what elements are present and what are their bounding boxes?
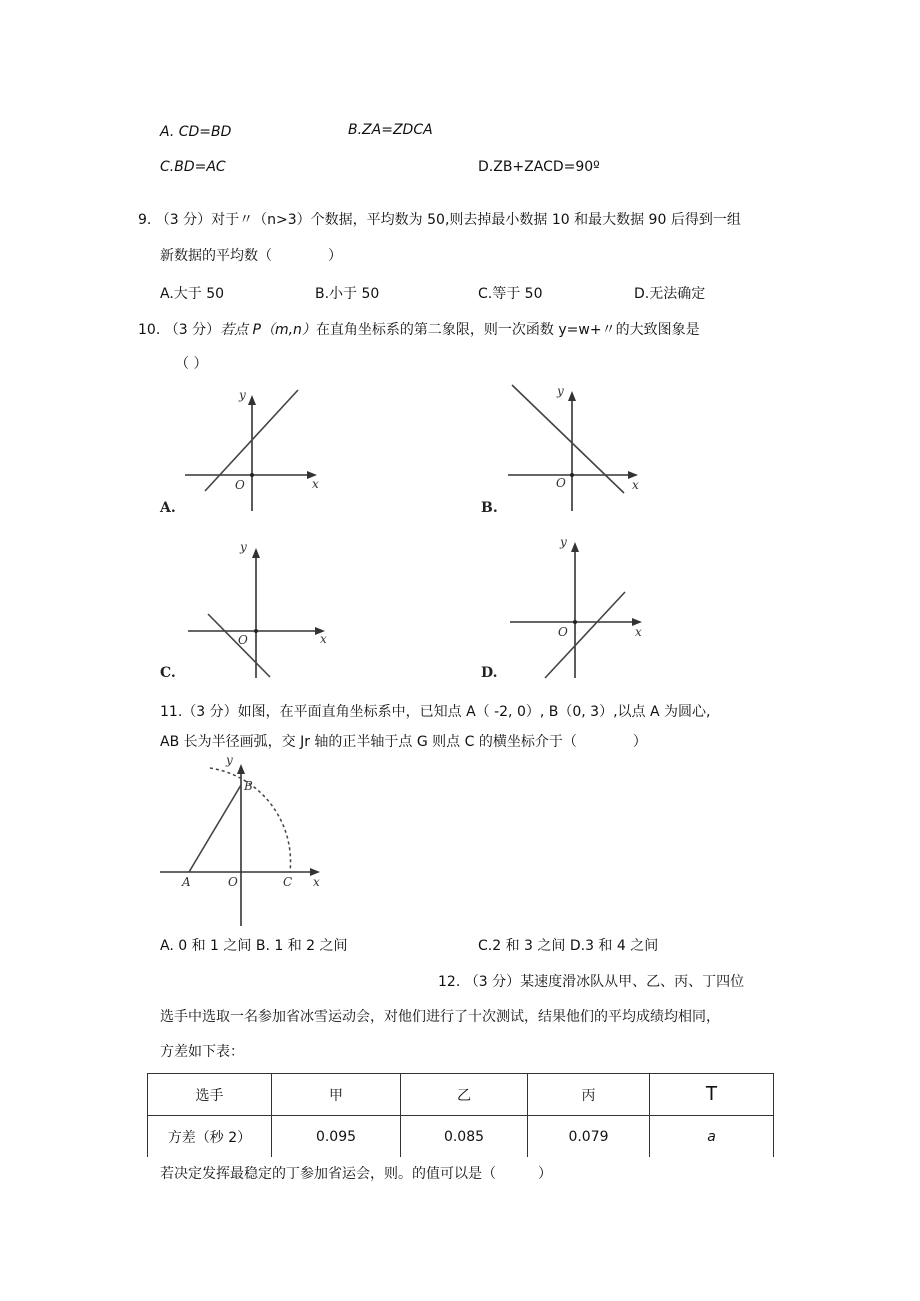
table-header-cell: 选手 <box>148 1074 272 1116</box>
table-header-cell: 乙 <box>401 1074 528 1116</box>
origin-label: O <box>556 476 566 490</box>
q8-option-d: D.ZB+ZACD=90º <box>478 159 600 175</box>
y-axis-arrow-icon <box>571 542 579 552</box>
y-label: y <box>240 540 247 554</box>
q10-number: 10. （3 分） <box>138 322 221 338</box>
q9-stem-line2: 新数据的平均数（ ） <box>160 248 342 264</box>
option-letter-c: C. <box>160 665 176 681</box>
point-a-label: A <box>182 875 191 889</box>
x-label: x <box>312 477 319 491</box>
table-header-row <box>148 1074 774 1116</box>
q8-option-a: A. CD=BD <box>160 124 232 140</box>
q12-stem-line1: 12. （3 分）某速度滑冰队从甲、乙、丙、丁四位 <box>438 974 745 990</box>
q10-graph-d <box>478 532 663 682</box>
table-cell: 方差（秒 2） <box>148 1116 272 1158</box>
point-c-label: C <box>283 875 293 889</box>
x-label: x <box>313 875 320 889</box>
y-axis-arrow-icon <box>252 548 260 558</box>
q9-option-a: A.大于 50 <box>160 286 225 302</box>
x-label: x <box>320 632 327 646</box>
variance-table <box>147 1073 774 1157</box>
q10-graph-b <box>478 383 658 515</box>
origin-label: O <box>238 633 248 647</box>
q11-options-left: A. 0 和 1 之间 B. 1 和 2 之间 <box>160 938 348 954</box>
origin-label: O <box>228 875 238 889</box>
y-label: y <box>226 753 233 767</box>
origin-label: O <box>235 478 245 492</box>
q11-stem-line1: 11.（3 分）如图，在平面直角坐标系中，已知点 A（ -2, 0）, B（0, 3）,以点 A 为圆心, <box>160 704 711 720</box>
table-cell: a <box>650 1116 774 1158</box>
option-letter-b: B. <box>481 500 498 516</box>
option-letter-d: D. <box>481 665 498 681</box>
q11-stem-line2: AB 长为半径画弧，交 Jr 轴的正半轴于点 G 则点 C 的横坐标介于（ ） <box>160 734 647 750</box>
q8-option-b: B.ZA=ZDCA <box>348 122 433 138</box>
table-cell: 0.085 <box>401 1116 528 1158</box>
function-line <box>545 592 625 678</box>
q12-stem-line3: 方差如下表： <box>160 1044 244 1060</box>
y-label: y <box>239 388 246 402</box>
segment-ab <box>189 785 241 872</box>
y-axis-arrow-icon <box>568 391 576 401</box>
q9-stem-line1: 9. （3 分）对于〃（n>3）个数据，平均数为 50,则去掉最小数据 10 和最大数据 90 后得到一组 <box>138 212 741 228</box>
option-letter-a: A. <box>160 500 176 516</box>
origin-dot <box>250 473 254 477</box>
table-header-cell: T <box>650 1074 774 1116</box>
q9-option-c: C.等于 50 <box>478 286 543 302</box>
q10-graph-c <box>158 536 338 686</box>
q11-options-right: C.2 和 3 之间 D.3 和 4 之间 <box>478 938 659 954</box>
q9-option-b: B.小于 50 <box>315 286 380 302</box>
origin-dot <box>573 620 577 624</box>
y-label: y <box>560 535 567 549</box>
origin-dot <box>254 629 258 633</box>
table-cell: 0.079 <box>528 1116 650 1158</box>
y-axis-arrow-icon <box>248 395 256 405</box>
point-b-label: B <box>244 779 253 793</box>
q12-question: 若决定发挥最稳定的丁参加省运会，则。的值可以是（ ） <box>160 1166 552 1182</box>
origin-dot <box>570 473 574 477</box>
q10-stem-line2: （ ） <box>175 356 208 372</box>
x-label: x <box>635 625 642 639</box>
q10-graph-a <box>155 385 335 515</box>
q12-stem-line2: 选手中选取一名参加省冰雪运动会，对他们进行了十次测试，结果他们的平均成绩均相同， <box>160 1009 720 1025</box>
q11-figure <box>158 752 338 930</box>
q10-point-p: 若点 P（m,n） <box>220 322 316 338</box>
y-axis-arrow-icon <box>237 764 245 774</box>
origin-label: O <box>558 625 568 639</box>
q9-option-d: D.无法确定 <box>634 286 706 302</box>
function-line <box>512 385 624 493</box>
y-label: y <box>557 384 564 398</box>
q10-stem-line1 <box>138 321 700 339</box>
x-label: x <box>632 478 639 492</box>
table-header-cell: 甲 <box>272 1074 401 1116</box>
table-row <box>148 1116 774 1158</box>
table-header-cell: 丙 <box>528 1074 650 1116</box>
q10-stem-rest: 在直角坐标系的第二象限，则一次函数 y=w+〃的大致图象是 <box>315 322 700 338</box>
q8-option-c: C.BD=AC <box>160 159 226 175</box>
table-cell: 0.095 <box>272 1116 401 1158</box>
